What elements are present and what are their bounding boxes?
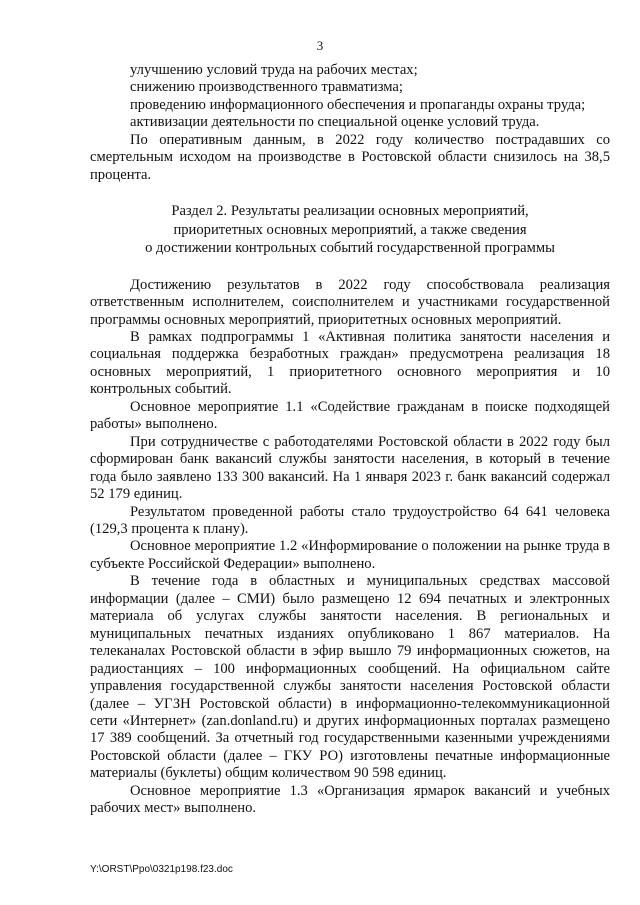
paragraph: Основное мероприятие 1.1 «Содействие гражданам в поиске подходящей работы» выполнено. bbox=[90, 398, 610, 433]
paragraph: Результатом проведенной работы стало трудоустройство 64 641 человека (129,3 процента к плану). bbox=[90, 503, 610, 538]
intro-paragraph: По оперативным данным, в 2022 году количество пострадавших со смертельным исходом на производстве в Ростовской области снизилось на 38,5 процента. bbox=[90, 131, 610, 183]
section-heading bbox=[90, 202, 610, 258]
page-number: 3 bbox=[316, 38, 324, 53]
list-item: улучшению условий труда на рабочих местах; bbox=[130, 62, 418, 78]
paragraph: При сотрудничестве с работодателями Ростовской области в 2022 году был сформирован банк вакансий службы занятости населения, в который в течение года было заявлено 133 300 вакансий. На 1 января 2023 г. банк вакансий содержал 52 179 единиц. bbox=[90, 433, 610, 503]
list-item: активизации деятельности по специальной оценке условий труда. bbox=[130, 114, 540, 131]
paragraph: В рамках подпрограммы 1 «Активная политика занятости населения и социальная поддержка безработных граждан» предусмотрена реализация 18 основных мероприятий, 1 приоритетного основного мероприятия и 10 контрольных событий. bbox=[90, 329, 610, 398]
list-item: проведению информационного обеспечения и пропаганды охраны труда; bbox=[130, 96, 586, 113]
footer-file-path: Y:\ORST\Ppo\0321p198.f23.doc bbox=[90, 864, 233, 875]
document-body bbox=[90, 62, 610, 818]
section-heading-line: Раздел 2. Результаты реализации основных мероприятий, bbox=[171, 203, 529, 220]
section-heading-line: приоритетных основных мероприятий, а также сведения bbox=[173, 221, 527, 238]
paragraph: Основное мероприятие 1.3 «Организация ярмарок вакансий и учебных рабочих мест» выполнено. bbox=[90, 782, 610, 817]
paragraph: Достижению результатов в 2022 году способствовала реализация ответственным исполнителем, соисполнителем и участниками государственной программы основных мероприятий, приоритетных основных мероприятий. bbox=[90, 276, 610, 328]
paragraph: В течение года в областных и муниципальных средствах массовой информации (далее – СМИ) было размещено 12 694 печатных и электронных материала об услугах службы занятости населения. В региональных и муниципальных печатных изданиях опубликовано 1 867 материалов. На телеканалах Ростовской области в эфир вышло 79 информационных сюжетов, на радиостанциях – 100 информационных сообщений. На официальном сайте управления государственной службы занятости населения Ростовской области (далее – УГЗН Ростовской области) в информационно-телекоммуникационной сети «Интернет» (zan.donland.ru) и других информационных порталах размещено 17 389 сообщений. За отчетный год государственными казенными учреждениями Ростовской области (далее – ГКУ РО) изготовлены печатные информационные материалы (буклеты) общим количеством 90 598 единиц. bbox=[90, 573, 610, 782]
section-heading-line: о достижении контрольных событий государственной программы bbox=[145, 240, 555, 257]
list-item: снижению производственного травматизма; bbox=[130, 79, 403, 96]
paragraph: Основное мероприятие 1.2 «Информирование о положении на рынке труда в субъекте Российской Федерации» выполнено. bbox=[90, 538, 610, 572]
